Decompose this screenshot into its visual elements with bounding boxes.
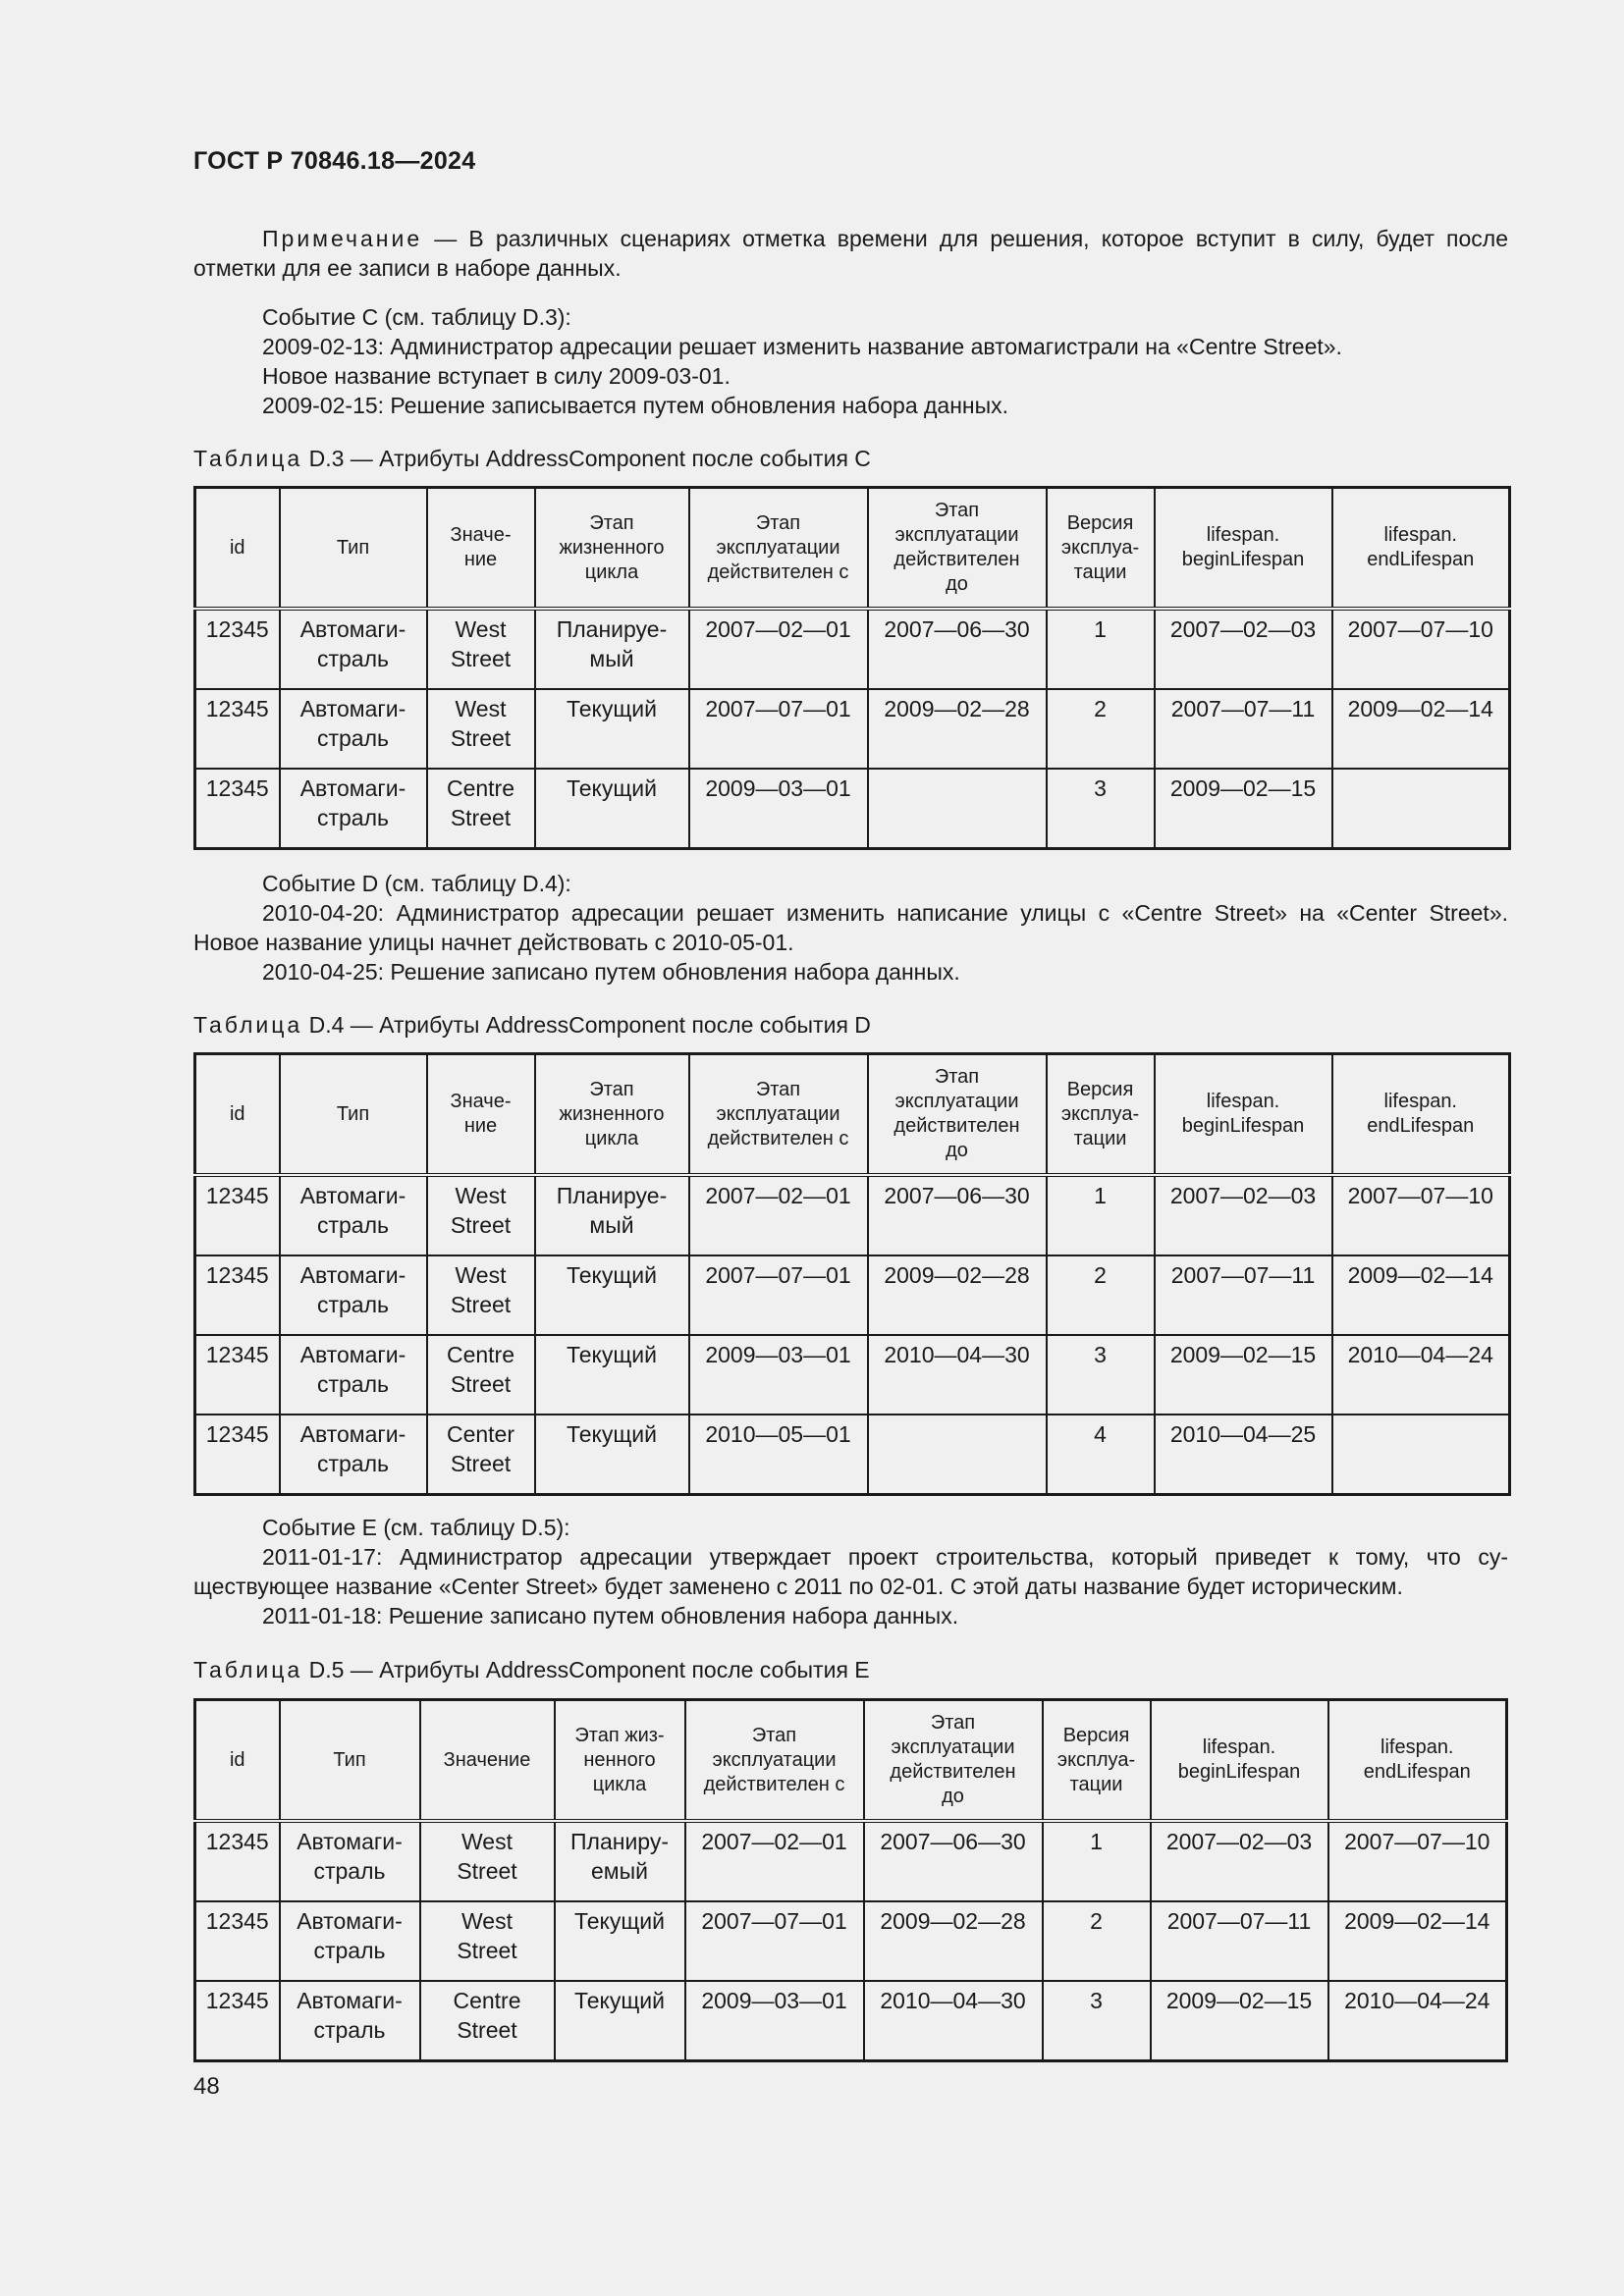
- table-cell: 2009—03—01: [689, 769, 868, 849]
- column-header: Версия эксплуа- тации: [1043, 1700, 1151, 1822]
- event-e-line2: 2011-01-18: Решение записано путем обновления набора данных.: [262, 1603, 959, 1629]
- column-header: lifespan. endLifespan: [1332, 488, 1510, 610]
- column-header: lifespan. endLifespan: [1332, 1054, 1510, 1176]
- table-cell: Текущий: [535, 1415, 689, 1495]
- table-header-row: [195, 488, 1510, 610]
- table-cell: [1332, 1415, 1510, 1495]
- column-header: Версия эксплуа- тации: [1047, 1054, 1155, 1176]
- column-header: Значе- ние: [427, 488, 535, 610]
- table-d5: [193, 1698, 1508, 2062]
- table-cell: Планируе- мый: [535, 609, 689, 689]
- table-cell: 2009—02—28: [864, 1901, 1043, 1981]
- table-cell: Centre Street: [427, 1335, 535, 1415]
- table-cell: Автомаги- страль: [280, 1901, 420, 1981]
- table-d3-caption-label: Таблица: [193, 446, 303, 471]
- event-e-heading: Событие E (см. таблицу D.5):: [262, 1515, 570, 1540]
- table-cell: 2010—04—25: [1155, 1415, 1332, 1495]
- table-cell: 2010—04—30: [864, 1981, 1043, 2061]
- event-d-block: [193, 869, 1508, 987]
- column-header: Версия эксплуа- тации: [1047, 488, 1155, 610]
- table-cell: 2007—07—01: [689, 689, 868, 769]
- table-row: [195, 1255, 1510, 1335]
- table-cell: 12345: [195, 689, 280, 769]
- column-header: Значе- ние: [427, 1054, 535, 1176]
- table-cell: Centre Street: [420, 1981, 555, 2061]
- table-cell: 2009—03—01: [685, 1981, 864, 2061]
- table-cell: 4: [1047, 1415, 1155, 1495]
- table-d4-caption-text: D.4 — Атрибуты AddressComponent после события D: [302, 1012, 871, 1038]
- table-cell: [868, 769, 1047, 849]
- table-d3-caption: [193, 446, 871, 472]
- table-cell: 12345: [195, 769, 280, 849]
- table-cell: 2007—07—10: [1332, 1175, 1510, 1255]
- table-cell: 12345: [195, 609, 280, 689]
- table-row: [195, 769, 1510, 849]
- table-row: [195, 609, 1510, 689]
- table-cell: 2007—07—01: [689, 1255, 868, 1335]
- table-cell: 2: [1043, 1901, 1151, 1981]
- table-cell: 2010—04—24: [1332, 1335, 1510, 1415]
- column-header: Этап эксплуатации действителен до: [868, 488, 1047, 610]
- table-cell: Автомаги- страль: [280, 1255, 427, 1335]
- table-cell: Текущий: [535, 1335, 689, 1415]
- table-cell: 2: [1047, 689, 1155, 769]
- table-d5-caption-text: D.5 — Атрибуты AddressComponent после события E: [302, 1657, 870, 1682]
- table-cell: 2009—02—15: [1151, 1981, 1328, 2061]
- note-text: — В различных сценариях отметка времени для решения, которое вступит в силу, будет после отметки для ее записи в наборе данных.: [193, 226, 1508, 281]
- table-row: [195, 1175, 1510, 1255]
- table-cell: 2009—02—15: [1155, 1335, 1332, 1415]
- column-header: Этап эксплуатации действителен с: [689, 488, 868, 610]
- column-header: Значение: [420, 1700, 555, 1822]
- table-cell: 12345: [195, 1415, 280, 1495]
- table-cell: 3: [1043, 1981, 1151, 2061]
- table-cell: Автомаги- страль: [280, 1981, 420, 2061]
- column-header: Тип: [280, 488, 427, 610]
- table-cell: 1: [1047, 1175, 1155, 1255]
- table-cell: 2009—02—28: [868, 1255, 1047, 1335]
- event-d-heading: Событие D (см. таблицу D.4):: [262, 871, 571, 896]
- table-cell: West Street: [427, 1255, 535, 1335]
- note-block: [193, 224, 1508, 283]
- column-header: Этап эксплуатации действителен с: [685, 1700, 864, 1822]
- table-cell: 1: [1043, 1821, 1151, 1901]
- column-header: Этап жизненного цикла: [535, 488, 689, 610]
- table-cell: Текущий: [535, 769, 689, 849]
- table-cell: 2007—07—11: [1155, 689, 1332, 769]
- table-d5-caption-label: Таблица: [193, 1657, 303, 1682]
- column-header: Этап эксплуатации действителен до: [868, 1054, 1047, 1176]
- table-cell: Текущий: [535, 1255, 689, 1335]
- table-cell: 2010—04—30: [868, 1335, 1047, 1415]
- table-d4: [193, 1052, 1511, 1496]
- table-cell: 2009—02—14: [1332, 1255, 1510, 1335]
- event-c-line1: 2009-02-13: Администратор адресации решает изменить название автомагистрали на «Centre Street».: [262, 334, 1342, 359]
- table-cell: 12345: [195, 1175, 280, 1255]
- table-cell: 2007—02—03: [1155, 1175, 1332, 1255]
- table-cell: 2007—06—30: [864, 1821, 1043, 1901]
- table-cell: Автомаги- страль: [280, 1821, 420, 1901]
- column-header: lifespan. beginLifespan: [1155, 1054, 1332, 1176]
- table-cell: 12345: [195, 1901, 280, 1981]
- event-c-heading: Событие C (см. таблицу D.3):: [262, 304, 571, 330]
- column-header: Тип: [280, 1700, 420, 1822]
- table-cell: 2010—05—01: [689, 1415, 868, 1495]
- note-paragraph: [193, 224, 1508, 283]
- table-cell: West Street: [420, 1901, 555, 1981]
- column-header: lifespan. beginLifespan: [1151, 1700, 1328, 1822]
- column-header: lifespan. endLifespan: [1328, 1700, 1507, 1822]
- table-cell: Автомаги- страль: [280, 1335, 427, 1415]
- table-cell: 2007—02—01: [685, 1821, 864, 1901]
- table-cell: 2007—07—11: [1155, 1255, 1332, 1335]
- page-number: 48: [193, 2073, 220, 2100]
- event-e-line1: 2011-01-17: Администратор адресации утверждает проект строительства, который приведет к тому, что су-ществующее название «Center Street» будет заменено с 2011 по 02-01. С этой даты название будет историческим.: [193, 1544, 1508, 1599]
- table-cell: 2007—06—30: [868, 609, 1047, 689]
- event-e-block: [193, 1513, 1508, 1630]
- table-cell: Планиру- емый: [555, 1821, 685, 1901]
- column-header: id: [195, 1054, 280, 1176]
- table-cell: Текущий: [555, 1981, 685, 2061]
- column-header: id: [195, 488, 280, 610]
- table-cell: 12345: [195, 1981, 280, 2061]
- table-cell: Текущий: [535, 689, 689, 769]
- table-cell: Автомаги- страль: [280, 1415, 427, 1495]
- table-cell: 2009—02—14: [1328, 1901, 1507, 1981]
- table-cell: 2007—07—01: [685, 1901, 864, 1981]
- table-cell: West Street: [420, 1821, 555, 1901]
- column-header: Этап жиз- ненного цикла: [555, 1700, 685, 1822]
- table-row: [195, 1821, 1507, 1901]
- table-cell: 2010—04—24: [1328, 1981, 1507, 2061]
- table-d3-caption-text: D.3 — Атрибуты AddressComponent после события C: [302, 446, 871, 471]
- table-cell: Center Street: [427, 1415, 535, 1495]
- table-row: [195, 1981, 1507, 2061]
- table-cell: Автомаги- страль: [280, 1175, 427, 1255]
- table-cell: 12345: [195, 1821, 280, 1901]
- table-header-row: [195, 1054, 1510, 1176]
- table-cell: 3: [1047, 1335, 1155, 1415]
- table-cell: 2007—02—03: [1151, 1821, 1328, 1901]
- note-label: Примечание: [262, 226, 423, 251]
- event-c-line3: 2009-02-15: Решение записывается путем обновления набора данных.: [262, 393, 1009, 418]
- table-cell: Centre Street: [427, 769, 535, 849]
- table-cell: 2009—02—28: [868, 689, 1047, 769]
- table-cell: 2: [1047, 1255, 1155, 1335]
- table-cell: West Street: [427, 1175, 535, 1255]
- table-row: [195, 1415, 1510, 1495]
- column-header: Тип: [280, 1054, 427, 1176]
- document-header: ГОСТ Р 70846.18—2024: [193, 147, 476, 175]
- table-cell: 2009—02—15: [1155, 769, 1332, 849]
- table-d4-caption-label: Таблица: [193, 1012, 303, 1038]
- event-c-line2: Новое название вступает в силу 2009-03-01.: [262, 363, 731, 389]
- table-cell: 2007—07—10: [1328, 1821, 1507, 1901]
- table-cell: 2007—02—03: [1155, 609, 1332, 689]
- table-d4-caption: [193, 1012, 871, 1039]
- event-d-line1: 2010-04-20: Администратор адресации решает изменить написание улицы с «Centre Street» на «Center Street». Новое название улицы начнет действовать с 2010-05-01.: [193, 900, 1508, 955]
- table-cell: 2007—07—11: [1151, 1901, 1328, 1981]
- event-c-block: [193, 302, 1508, 420]
- column-header: id: [195, 1700, 280, 1822]
- table-cell: 2007—02—01: [689, 1175, 868, 1255]
- table-cell: Автомаги- страль: [280, 689, 427, 769]
- table-d3: [193, 486, 1511, 850]
- table-cell: 2007—02—01: [689, 609, 868, 689]
- column-header: Этап эксплуатации действителен с: [689, 1054, 868, 1176]
- table-cell: West Street: [427, 609, 535, 689]
- table-row: [195, 1901, 1507, 1981]
- column-header: Этап эксплуатации действителен до: [864, 1700, 1043, 1822]
- table-cell: 2009—03—01: [689, 1335, 868, 1415]
- table-cell: Автомаги- страль: [280, 609, 427, 689]
- table-cell: Текущий: [555, 1901, 685, 1981]
- table-row: [195, 1335, 1510, 1415]
- table-header-row: [195, 1700, 1507, 1822]
- event-d-line2: 2010-04-25: Решение записано путем обновления набора данных.: [262, 959, 960, 985]
- table-cell: [1332, 769, 1510, 849]
- column-header: Этап жизненного цикла: [535, 1054, 689, 1176]
- column-header: lifespan. beginLifespan: [1155, 488, 1332, 610]
- table-cell: 2007—07—10: [1332, 609, 1510, 689]
- table-cell: 12345: [195, 1255, 280, 1335]
- table-cell: West Street: [427, 689, 535, 769]
- table-d5-caption: [193, 1657, 870, 1683]
- table-cell: Планируе- мый: [535, 1175, 689, 1255]
- table-cell: 3: [1047, 769, 1155, 849]
- table-row: [195, 689, 1510, 769]
- table-cell: 1: [1047, 609, 1155, 689]
- table-cell: 2007—06—30: [868, 1175, 1047, 1255]
- table-cell: Автомаги- страль: [280, 769, 427, 849]
- table-cell: [868, 1415, 1047, 1495]
- table-cell: 12345: [195, 1335, 280, 1415]
- table-cell: 2009—02—14: [1332, 689, 1510, 769]
